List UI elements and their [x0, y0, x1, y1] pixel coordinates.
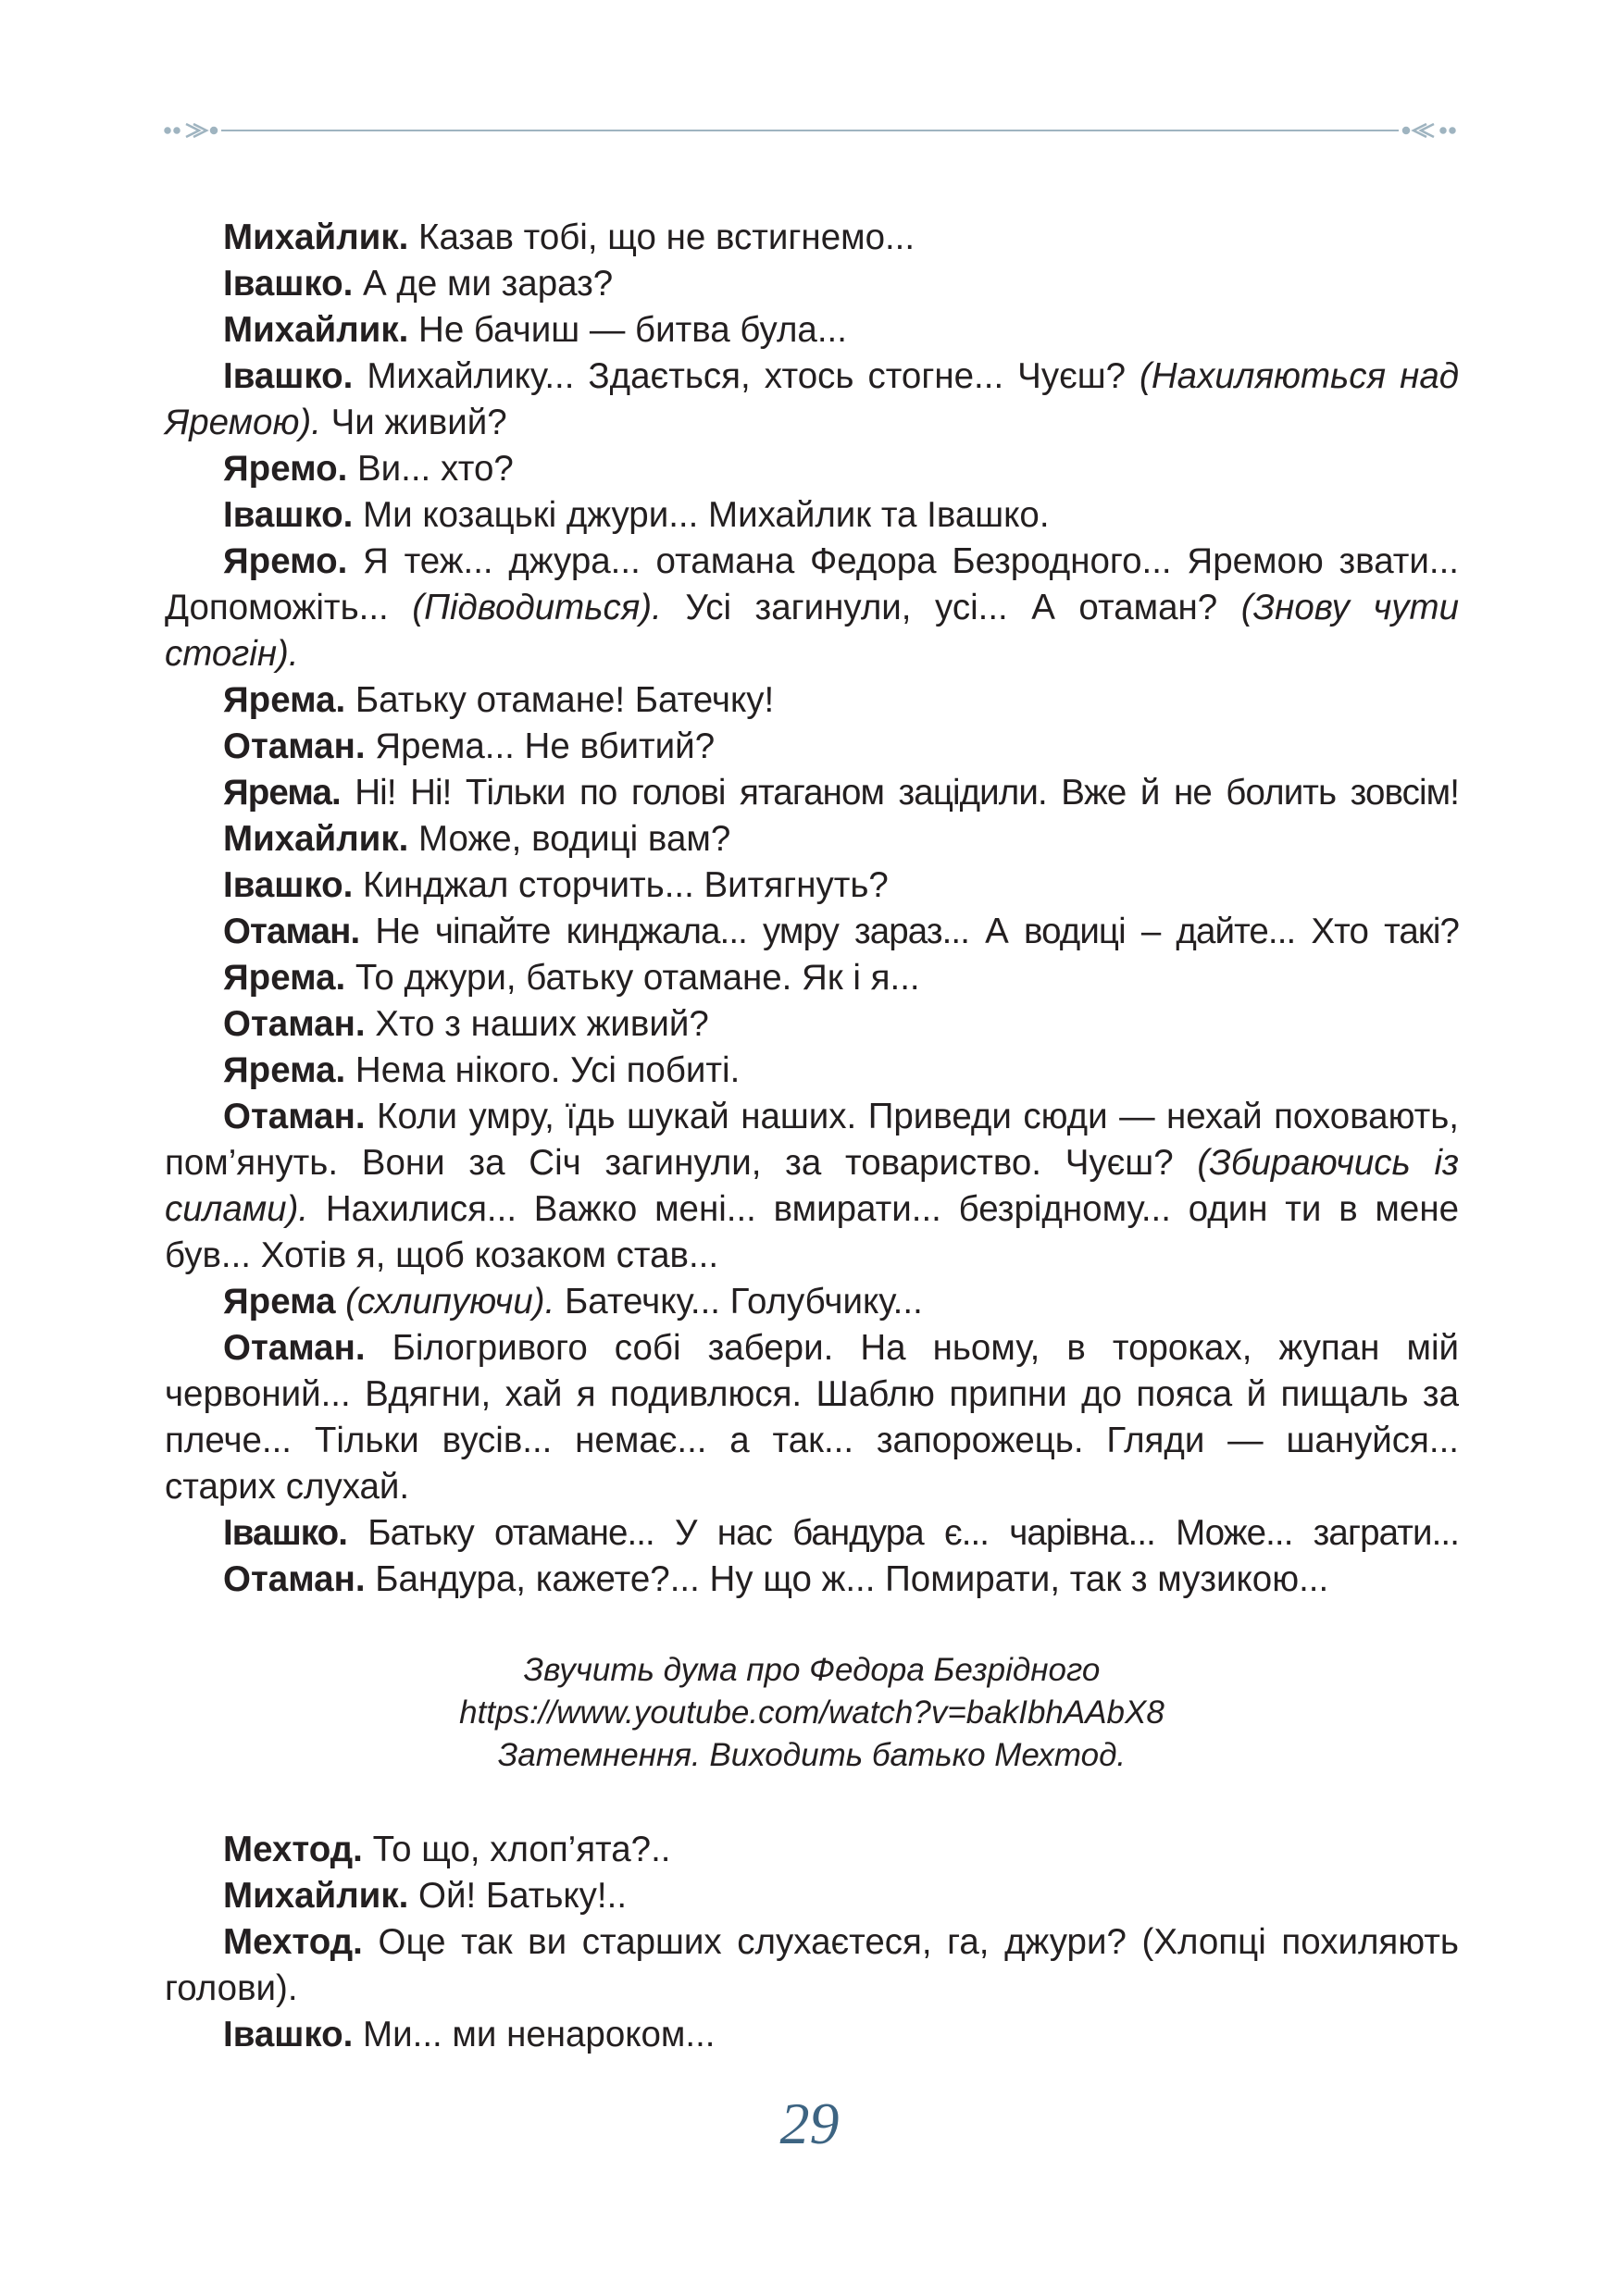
- stage-direction-block: [165, 1649, 1459, 1777]
- line-text: Нема нікого. Усі побиті.: [345, 1050, 741, 1090]
- line-text: Ви... хто?: [347, 449, 514, 489]
- stage-direction: (Знову чути стогін).: [165, 588, 1459, 674]
- dialogue-line: [165, 724, 1459, 770]
- dialogue-line: [165, 1873, 1459, 1919]
- speaker-name: Отаман.: [223, 1097, 366, 1136]
- stage-direction: (Підводиться).: [412, 588, 662, 627]
- line-text: То джури, батьку отамане. Як і я...: [345, 958, 920, 998]
- speaker-name: Михайлик.: [223, 1876, 409, 1916]
- speaker-name: Івашко.: [223, 2015, 354, 2054]
- line-text: Хто з наших живий?: [365, 1004, 709, 1044]
- speaker-name: Яремо.: [223, 449, 348, 489]
- stage-line: Затемнення. Виходить батько Мехтод.: [497, 1737, 1127, 1773]
- line-text: Батечку... Голубчику...: [554, 1282, 923, 1322]
- header-rule: [162, 117, 1458, 144]
- line-text: Усі загинули, усі... А отаман?: [661, 588, 1241, 627]
- dialogue-line: [165, 2012, 1459, 2058]
- line-text: Білогривого собі забери. На ньому, в тороках, жупан мій червоний... Вдягни, хай я подивлюся. Шаблю припни до пояса й пищаль за плече... Тільки вусів... немає... а так... запорожець. Гляди — шануйся... старих слухай.: [165, 1328, 1459, 1507]
- dialogue-line: [165, 816, 1459, 863]
- line-text: Казав тобі, що не встигнемо...: [408, 217, 915, 257]
- speaker-name: Ярема.: [223, 958, 346, 998]
- dialogue-line: [165, 1919, 1459, 2012]
- stage-direction: (Нахиляються над Яремою).: [165, 356, 1460, 442]
- speaker-name: Отаман.: [223, 726, 366, 766]
- speaker-name: Івашко.: [223, 865, 354, 905]
- stage-direction: (Збираючись із силами).: [165, 1143, 1459, 1229]
- line-text: А де ми зараз?: [353, 264, 614, 304]
- line-text: Ярема... Не вбитий?: [365, 726, 716, 766]
- dialogue-line: [165, 1325, 1459, 1510]
- speaker-name: Івашко.: [223, 356, 354, 396]
- line-text: Ми... ми ненароком...: [353, 2015, 716, 2054]
- dialogue-line: [165, 1279, 1459, 1325]
- speaker-name: Отаман.: [223, 1004, 366, 1044]
- dialogue-line: [165, 1557, 1459, 1603]
- dialogue-line: [165, 492, 1459, 539]
- dialogue-line: [165, 446, 1459, 492]
- dialogue-line: [165, 770, 1459, 816]
- speaker-name: Яремо.: [223, 541, 348, 581]
- speaker-name: Івашко.: [223, 495, 354, 535]
- dialogue-line: [165, 909, 1459, 955]
- stage-direction: (схлипуючи).: [335, 1282, 555, 1322]
- speaker-name: Отаман.: [223, 912, 360, 951]
- dialogue-line: [165, 1510, 1459, 1557]
- speaker-name: Ярема: [223, 1282, 336, 1322]
- speaker-name: Мехтод.: [223, 1830, 363, 1869]
- line-text: Нахилися... Важко мені... вмирати... безрідному... один ти в мене був... Хотів я, щоб козаком став...: [165, 1189, 1459, 1275]
- page-number: 29: [779, 2091, 840, 2156]
- line-text: Коли умру, їдь шукай наших. Приведи сюди — нехай поховають, пом’януть. Вони за Січ загинули, за товариство. Чуєш?: [165, 1097, 1459, 1183]
- dialogue-line: [165, 215, 1459, 261]
- line-text: То що, хлоп’ята?..: [362, 1830, 671, 1869]
- speaker-name: Івашко.: [223, 264, 354, 304]
- line-text: Ми козацькі джури... Михайлик та Івашко.: [353, 495, 1050, 535]
- ornament-right-icon: [1403, 124, 1455, 137]
- dialogue-line: [165, 863, 1459, 909]
- dialogue-line: [165, 1001, 1459, 1048]
- stage-line: Звучить дума про Федора Безрідного: [523, 1652, 1101, 1688]
- line-text: Бандура, кажете?... Ну що ж... Помирати, так з музикою...: [365, 1559, 1329, 1599]
- line-text: Не бачиш — битва була...: [408, 310, 847, 350]
- dialogue-line: [165, 955, 1459, 1001]
- dialogue-line: [165, 1048, 1459, 1094]
- dialogue-line: [165, 261, 1459, 307]
- line-text: Оце так ви старших слухаєтеся, га, джури? (Хлопці похиляють голови).: [165, 1922, 1459, 2008]
- dialogue-line: [165, 677, 1459, 724]
- video-link[interactable]: https://www.youtube.com/watch?v=bakIbhAAbX8: [459, 1694, 1164, 1731]
- dialogue-line: [165, 539, 1459, 677]
- line-text: Кинджал сторчить... Витягнуть?: [353, 865, 889, 905]
- line-text: Батьку отамане... У нас бандура є... чарівна... Може... заграти...: [347, 1513, 1459, 1553]
- line-text: Я теж... джура... отамана Федора Безродного... Яремою звати... Допоможіть...: [165, 541, 1459, 627]
- line-text: Чи живий?: [320, 403, 507, 442]
- speaker-name: Михайлик.: [223, 819, 409, 859]
- speaker-name: Ярема.: [223, 773, 341, 813]
- dialogue-line: [165, 1827, 1459, 1873]
- line-text: Ой! Батьку!..: [408, 1876, 628, 1916]
- speaker-name: Отаман.: [223, 1328, 366, 1368]
- play-text: [165, 215, 1459, 2058]
- speaker-name: Ярема.: [223, 680, 346, 720]
- line-text: Не чіпайте кинджала... умру зараз... А водиці – дайте... Хто такі?: [359, 912, 1459, 951]
- speaker-name: Мехтод.: [223, 1922, 363, 1962]
- dialogue-line: [165, 1094, 1459, 1279]
- dialogue-line: [165, 307, 1459, 354]
- speaker-name: Ярема.: [223, 1050, 346, 1090]
- speaker-name: Отаман.: [223, 1559, 366, 1599]
- dialogue-line: [165, 354, 1459, 446]
- speaker-name: Михайлик.: [223, 310, 409, 350]
- ornament-left-icon: [166, 124, 218, 137]
- speaker-name: Михайлик.: [223, 217, 409, 257]
- line-text: Михайлику... Здається, хтось стогне... Чуєш?: [353, 356, 1140, 396]
- line-text: Батьку отамане! Батечку!: [345, 680, 775, 720]
- line-text: Ні! Ні! Тільки по голові ятаганом зацідили. Вже й не болить зовсім!: [340, 773, 1459, 813]
- speaker-name: Івашко.: [223, 1513, 348, 1553]
- line-text: Може, водиці вам?: [408, 819, 731, 859]
